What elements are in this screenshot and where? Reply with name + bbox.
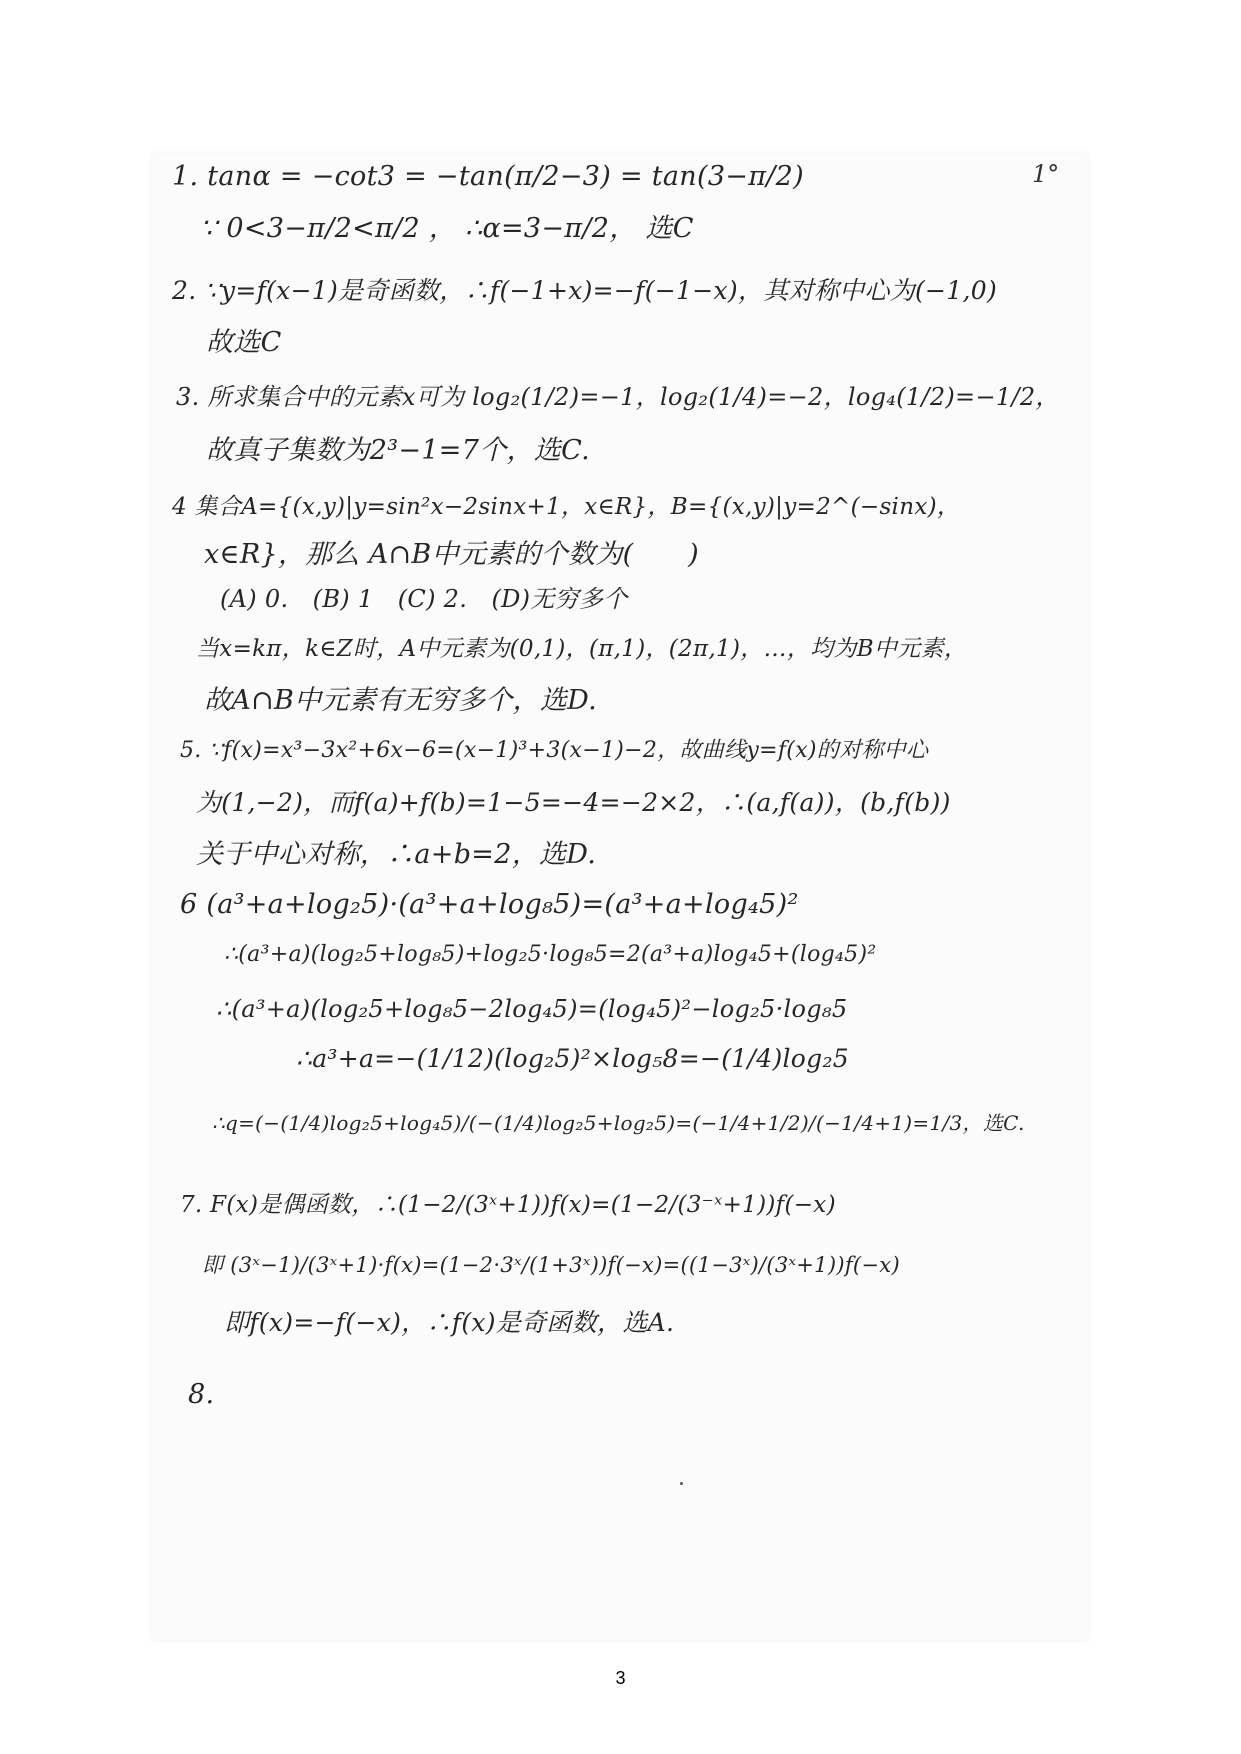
corner-mark: 1° [1032,160,1060,188]
handwritten-line: 故选C [206,327,282,358]
handwritten-line: 4 集合A={(x,y)|y=sin²x−2sinx+1，x∈R}，B={(x,y)|y=2^(−sinx)， [172,494,961,520]
handwritten-line: 故A∩B中元素有无穷多个，选D. [204,685,598,716]
handwritten-line: ∵ 0<3−π/2<π/2 ， ∴α=3−π/2， 选C [200,213,694,244]
handwritten-line: 8. [188,1379,215,1410]
handwritten-line: 1. tanα = −cot3 = −tan(π/2−3) = tan(3−π/2) [172,161,804,192]
scanned-handwritten-sheet [152,154,1088,1640]
stray-ink-dot [680,1482,683,1485]
handwritten-line: 5. ∵f(x)=x³−3x²+6x−6=(x−1)³+3(x−1)−2，故曲线y=f(x)的对称中心 [180,738,929,763]
handwritten-line: ∴q=(−(1/4)log₂5+log₄5)/(−(1/4)log₂5+log₂5)=(−1/4+1/2)/(−1/4+1)=1/3，选C. [212,1111,1025,1135]
handwritten-line: 6 (a³+a+log₂5)·(a³+a+log₈5)=(a³+a+log₄5)² [180,889,799,920]
handwritten-line: 故真子集数为2³−1=7个，选C. [206,435,590,466]
handwritten-line: 关于中心对称，∴a+b=2，选D. [196,839,597,870]
handwritten-line: 即 (3ˣ−1)/(3ˣ+1)·f(x)=(1−2·3ˣ/(1+3ˣ))f(−x)=((1−3ˣ)/(3ˣ+1))f(−x) [202,1253,900,1277]
handwritten-line: 2. ∵y=f(x−1)是奇函数，∴f(−1+x)=−f(−1−x)，其对称中心为(−1,0) [172,276,998,305]
handwritten-line: ∴(a³+a)(log₂5+log₈5)+log₂5·log₈5=2(a³+a)log₄5+(log₄5)² [224,942,877,967]
handwritten-line: 3. 所求集合中的元素x可为 log₂(1/2)=−1，log₂(1/4)=−2，log₄(1/2)=−1/2， [176,383,1060,411]
handwritten-line: 7. F(x)是偶函数，∴(1−2/(3ˣ+1))f(x)=(1−2/(3⁻ˣ+1))f(−x) [180,1192,836,1218]
handwritten-line: 即f(x)=−f(−x)，∴f(x)是奇函数，选A. [224,1308,675,1337]
handwritten-line: 为(1,−2)，而f(a)+f(b)=1−5=−4=−2×2，∴(a,f(a))，(b,f(b)) [196,788,951,817]
handwritten-line: ∴a³+a=−(1/12)(log₂5)²×log₅8=−(1/4)log₂5 [296,1044,849,1073]
handwritten-line: (A) 0. (B) 1 (C) 2. (D)无穷多个 [220,585,628,613]
handwritten-line: 当x=kπ，k∈Z时，A中元素为(0,1)，(π,1)，(2π,1)，…，均为B中元素， [196,636,968,662]
page-number: 3 [615,1668,626,1688]
handwritten-line: ∴(a³+a)(log₂5+log₈5−2log₄5)=(log₄5)²−log₂5·log₈5 [216,995,848,1023]
handwritten-line: x∈R}，那么 A∩B中元素的个数为( ) [204,539,699,570]
